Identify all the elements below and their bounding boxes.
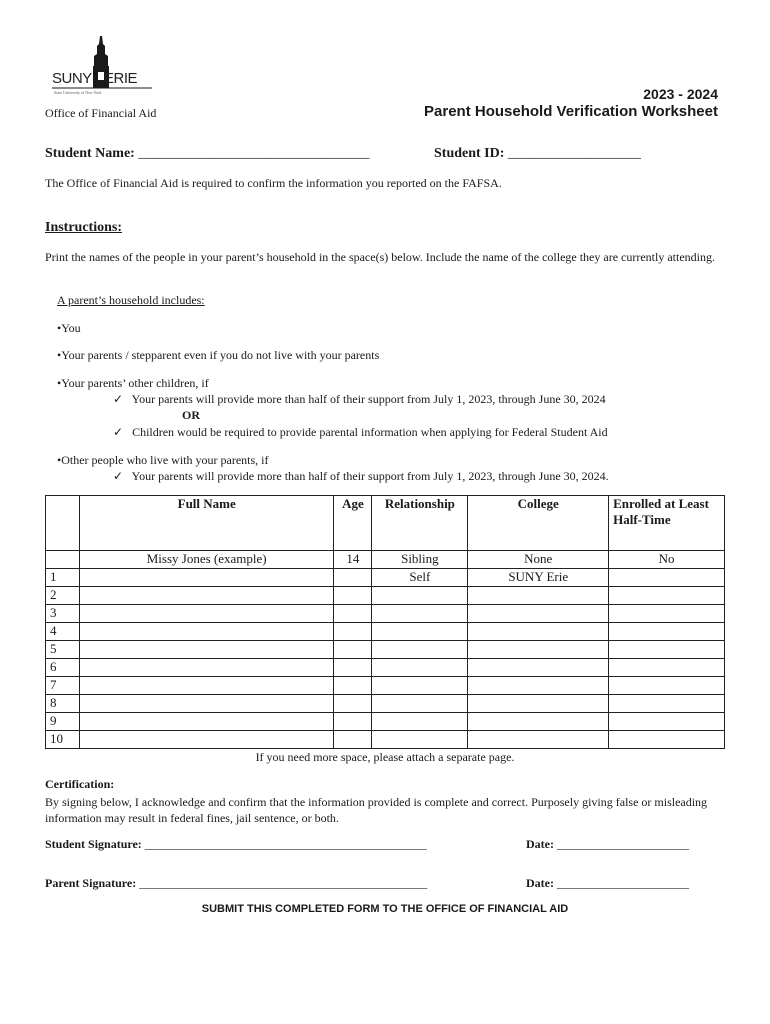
office-label: Office of Financial Aid <box>45 106 157 120</box>
cell-num: 1 <box>46 569 80 587</box>
check-icon: ✓ <box>113 469 124 483</box>
table-row <box>46 695 725 713</box>
household-label: A parent’s household includes: <box>57 293 205 307</box>
cell-college[interactable] <box>468 641 609 659</box>
cell-num: 6 <box>46 659 80 677</box>
instructions-heading: Instructions: <box>45 220 123 235</box>
check-icon: ✓ <box>113 425 124 439</box>
household-table <box>45 495 725 749</box>
cell-relationship: Sibling <box>372 551 468 569</box>
student-name-label: Student Name: <box>45 146 135 161</box>
cell-name: Missy Jones (example) <box>79 551 333 569</box>
cell-name[interactable] <box>79 605 333 623</box>
cell-relationship[interactable] <box>372 731 468 749</box>
table-row <box>46 605 725 623</box>
cell-college[interactable] <box>468 713 609 731</box>
cell-enrolled[interactable] <box>609 677 725 695</box>
header-enrolled: Enrolled at Least Half-Time <box>609 496 725 551</box>
cell-age[interactable] <box>334 695 372 713</box>
check-item <box>113 425 608 440</box>
check-fsa-text: Children would be required to provide parental information when applying for Federal Student Aid <box>132 425 608 439</box>
logo-suny: SUNY <box>52 70 92 87</box>
header-relationship: Relationship <box>372 496 468 551</box>
cell-enrolled[interactable] <box>609 605 725 623</box>
cell-age[interactable] <box>334 569 372 587</box>
parent-date-field[interactable]: ______________________ <box>556 876 689 890</box>
cell-num <box>46 551 80 569</box>
student-signature-field[interactable]: _______________________________________________ <box>144 837 427 851</box>
cell-relationship[interactable] <box>372 623 468 641</box>
example-row <box>46 551 725 569</box>
suny-erie-logo <box>52 36 152 100</box>
student-signature-label: Student Signature: <box>45 837 142 851</box>
bullet-you: •You <box>57 321 81 335</box>
or-label: OR <box>182 408 200 422</box>
check-item <box>113 392 606 407</box>
cell-age[interactable] <box>334 677 372 695</box>
parent-signature-label: Parent Signature: <box>45 876 137 890</box>
certification-heading: Certification: <box>45 777 115 791</box>
cell-age[interactable] <box>334 623 372 641</box>
cell-num: 5 <box>46 641 80 659</box>
table-row <box>46 569 725 587</box>
table-row <box>46 713 725 731</box>
cell-name[interactable] <box>79 731 333 749</box>
table-header-row <box>46 496 725 551</box>
cell-college[interactable] <box>468 731 609 749</box>
cell-name[interactable] <box>79 713 333 731</box>
submit-instruction: SUBMIT THIS COMPLETED FORM TO THE OFFICE OF FINANCIAL AID <box>201 903 569 915</box>
parent-date-row <box>526 876 689 891</box>
student-name-field[interactable]: _________________________________ <box>138 146 370 161</box>
header-num <box>46 496 80 551</box>
student-date-row <box>526 837 689 852</box>
table-row <box>46 659 725 677</box>
cell-enrolled[interactable] <box>609 731 725 749</box>
instructions-paragraph: Print the names of the people in your parent’s household in the space(s) below. Include the name of the college they are currently attending. <box>45 250 716 264</box>
intro-text: The Office of Financial Aid is required to confirm the information you reported on the FAFSA. <box>45 176 502 190</box>
cell-num: 2 <box>46 587 80 605</box>
certification-text: By signing below, I acknowledge and confirm that the information provided is complete and correct. Purposely giving false or misleading information may result in federal fines, jail sentence, or both. <box>45 795 708 825</box>
cell-relationship[interactable] <box>372 713 468 731</box>
student-id-label: Student ID: <box>434 146 505 161</box>
cell-num: 3 <box>46 605 80 623</box>
student-date-field[interactable]: ______________________ <box>556 837 689 851</box>
cell-num: 9 <box>46 713 80 731</box>
cell-num: 10 <box>46 731 80 749</box>
cell-college[interactable] <box>468 659 609 677</box>
cell-name[interactable] <box>79 587 333 605</box>
date-label: Date: <box>526 837 554 851</box>
table-row <box>46 641 725 659</box>
parent-signature-field[interactable]: ________________________________________________ <box>139 876 428 890</box>
cell-enrolled: No <box>609 551 725 569</box>
cell-num: 4 <box>46 623 80 641</box>
cell-relationship[interactable] <box>372 695 468 713</box>
cell-age: 14 <box>334 551 372 569</box>
cell-relationship[interactable]: Self <box>372 569 468 587</box>
cell-college[interactable] <box>468 587 609 605</box>
bullet-parents: •Your parents / stepparent even if you do not live with your parents <box>57 348 380 362</box>
cell-name[interactable] <box>79 695 333 713</box>
date-label: Date: <box>526 876 554 890</box>
cell-name[interactable] <box>79 623 333 641</box>
cell-name[interactable] <box>79 641 333 659</box>
header-college: College <box>468 496 609 551</box>
cell-college[interactable] <box>468 605 609 623</box>
cell-enrolled[interactable] <box>609 623 725 641</box>
cell-name[interactable] <box>79 659 333 677</box>
student-id-row <box>434 146 641 162</box>
cell-college[interactable] <box>468 695 609 713</box>
more-space-note: If you need more space, please attach a separate page. <box>255 750 515 764</box>
logo-tagline: State University of New York <box>54 90 102 95</box>
table-row <box>46 623 725 641</box>
cell-enrolled[interactable] <box>609 587 725 605</box>
cell-enrolled[interactable] <box>609 695 725 713</box>
cell-age[interactable] <box>334 659 372 677</box>
cell-age[interactable] <box>334 641 372 659</box>
cell-college[interactable] <box>468 677 609 695</box>
student-name-row <box>45 146 369 162</box>
cell-enrolled[interactable] <box>609 569 725 587</box>
cell-relationship[interactable] <box>372 677 468 695</box>
cell-college: None <box>468 551 609 569</box>
table-row <box>46 731 725 749</box>
cell-enrolled[interactable] <box>609 713 725 731</box>
cell-enrolled[interactable] <box>609 659 725 677</box>
cell-relationship[interactable] <box>372 605 468 623</box>
check-icon: ✓ <box>113 392 124 406</box>
check-support-text: Your parents will provide more than half of their support from July 1, 2023, through June 30, 2024 <box>131 392 606 406</box>
cell-relationship[interactable] <box>372 641 468 659</box>
cell-num: 8 <box>46 695 80 713</box>
academic-year: 2023 - 2024 <box>643 86 718 102</box>
cell-age[interactable] <box>334 713 372 731</box>
cell-age[interactable] <box>334 731 372 749</box>
bullet-other: •Other people who live with your parents, if <box>57 453 269 467</box>
cell-college[interactable]: SUNY Erie <box>468 569 609 587</box>
cell-college[interactable] <box>468 623 609 641</box>
cell-name[interactable] <box>79 677 333 695</box>
check-support-text-2: Your parents will provide more than half of their support from July 1, 2023, through June 30, 2024. <box>131 469 609 483</box>
parent-signature-row <box>45 876 427 891</box>
header-age: Age <box>334 496 372 551</box>
student-signature-row <box>45 837 427 852</box>
cell-age[interactable] <box>334 605 372 623</box>
page-title: Parent Household Verification Worksheet <box>424 103 718 120</box>
cell-num: 7 <box>46 677 80 695</box>
cell-name[interactable] <box>79 569 333 587</box>
cell-enrolled[interactable] <box>609 641 725 659</box>
logo-erie: ERIE <box>104 70 138 87</box>
table-row <box>46 677 725 695</box>
cell-age[interactable] <box>334 587 372 605</box>
table-row <box>46 587 725 605</box>
cell-relationship[interactable] <box>372 587 468 605</box>
check-item <box>113 469 609 484</box>
bullet-children: •Your parents’ other children, if <box>57 376 209 390</box>
header-full-name: Full Name <box>79 496 333 551</box>
student-id-field[interactable]: ___________________ <box>507 146 641 161</box>
cell-relationship[interactable] <box>372 659 468 677</box>
